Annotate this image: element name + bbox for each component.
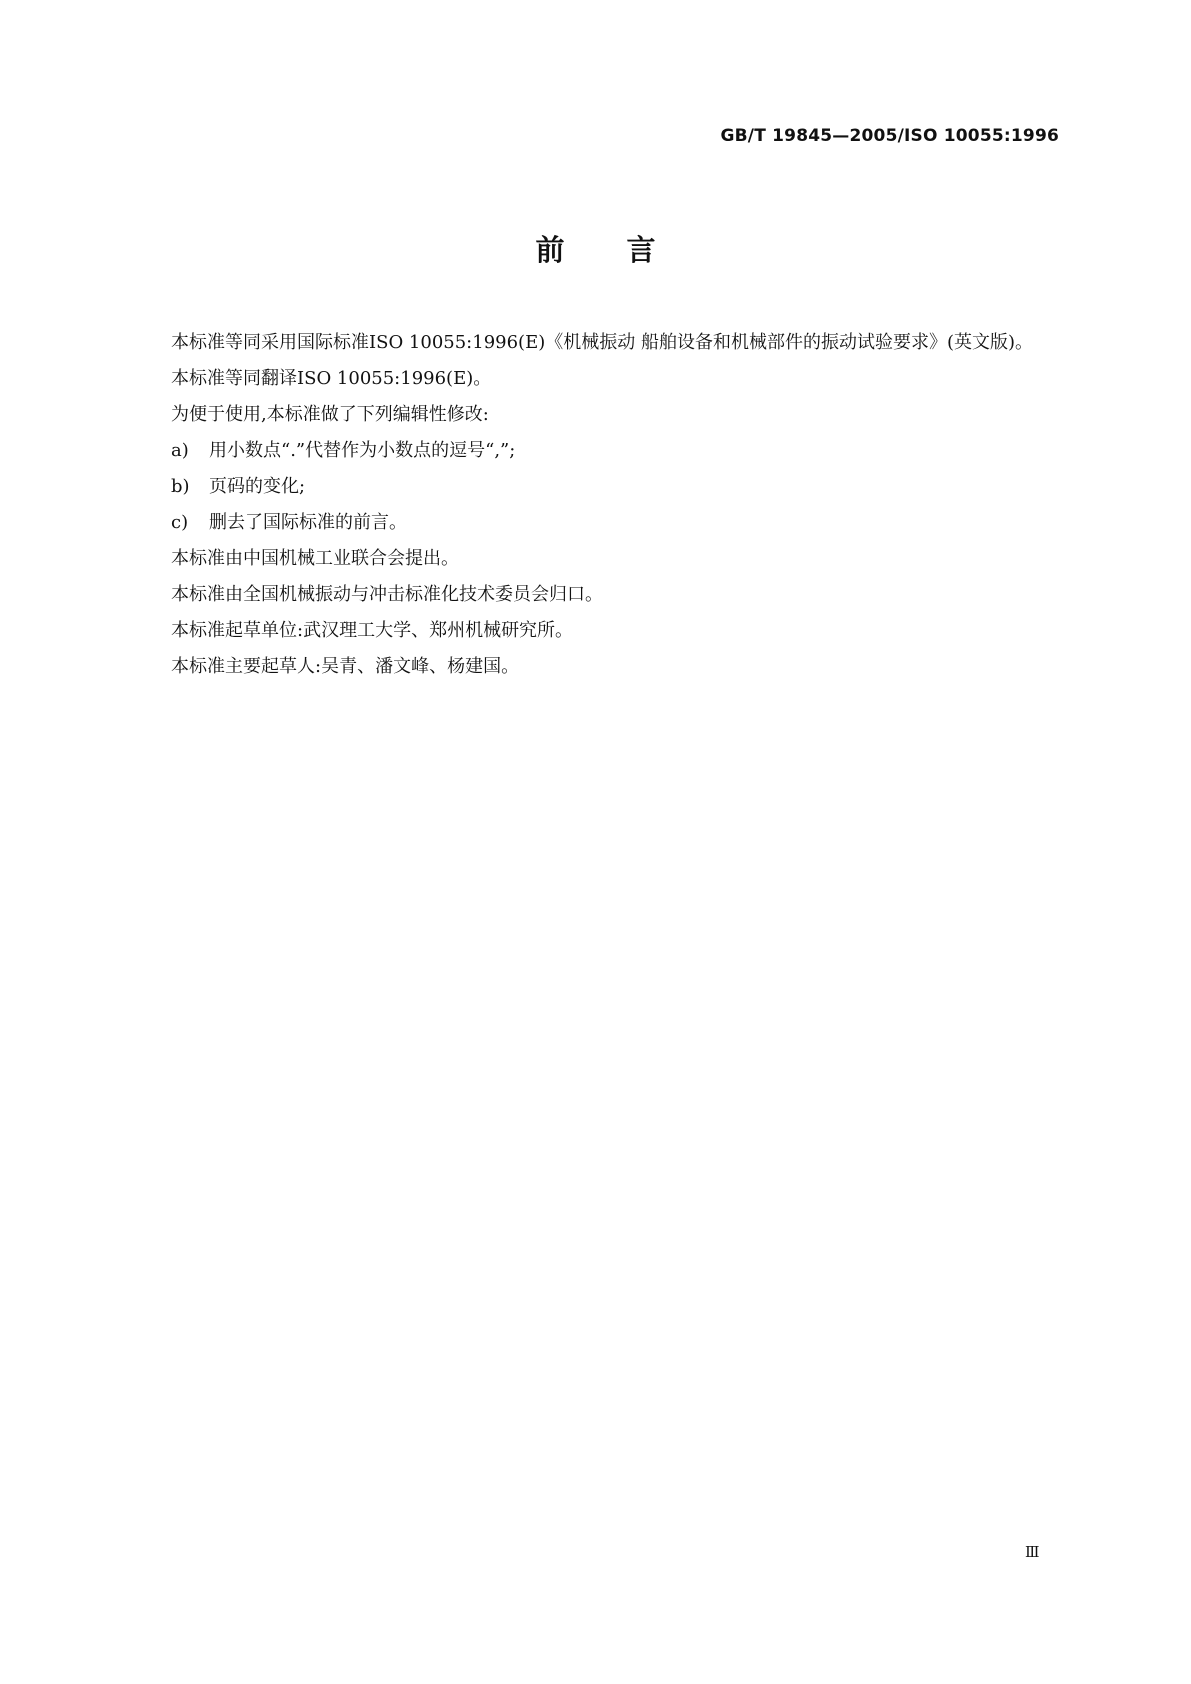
paragraph-translation: 本标准等同翻译ISO 10055:1996(E)。	[171, 368, 492, 389]
paragraph-proposer: 本标准由中国机械工业联合会提出。	[171, 548, 459, 569]
paragraph-committee: 本标准由全国机械振动与冲击标准化技术委员会归口。	[171, 584, 603, 605]
standard-code: GB/T 19845—2005/ISO 10055:1996	[720, 126, 1059, 146]
list-item	[119, 507, 1062, 539]
list-item	[119, 471, 1062, 503]
list-item	[119, 435, 1062, 467]
foreword-body	[119, 327, 1062, 683]
list-marker: b)	[171, 476, 190, 497]
list-marker: a)	[171, 440, 189, 461]
list-marker: c)	[171, 512, 189, 533]
paragraph-edits-intro: 为便于使用,本标准做了下列编辑性修改:	[171, 404, 489, 425]
page-title: 前言	[535, 233, 718, 267]
list-item-text: 用小数点“.”代替作为小数点的逗号“,”;	[209, 440, 516, 461]
paragraph-drafters: 本标准主要起草人:吴青、潘文峰、杨建国。	[171, 656, 520, 677]
list-item-text: 删去了国际标准的前言。	[209, 512, 407, 533]
page-number: Ⅲ	[1025, 1543, 1039, 1561]
list-item-text: 页码的变化;	[209, 476, 306, 497]
paragraph-adoption: 本标准等同采用国际标准ISO 10055:1996(E)《机械振动 船舶设备和机械部件的振动试验要求》(英文版)。	[171, 332, 1034, 353]
paragraph-drafting-units: 本标准起草单位:武汉理工大学、郑州机械研究所。	[171, 620, 574, 641]
